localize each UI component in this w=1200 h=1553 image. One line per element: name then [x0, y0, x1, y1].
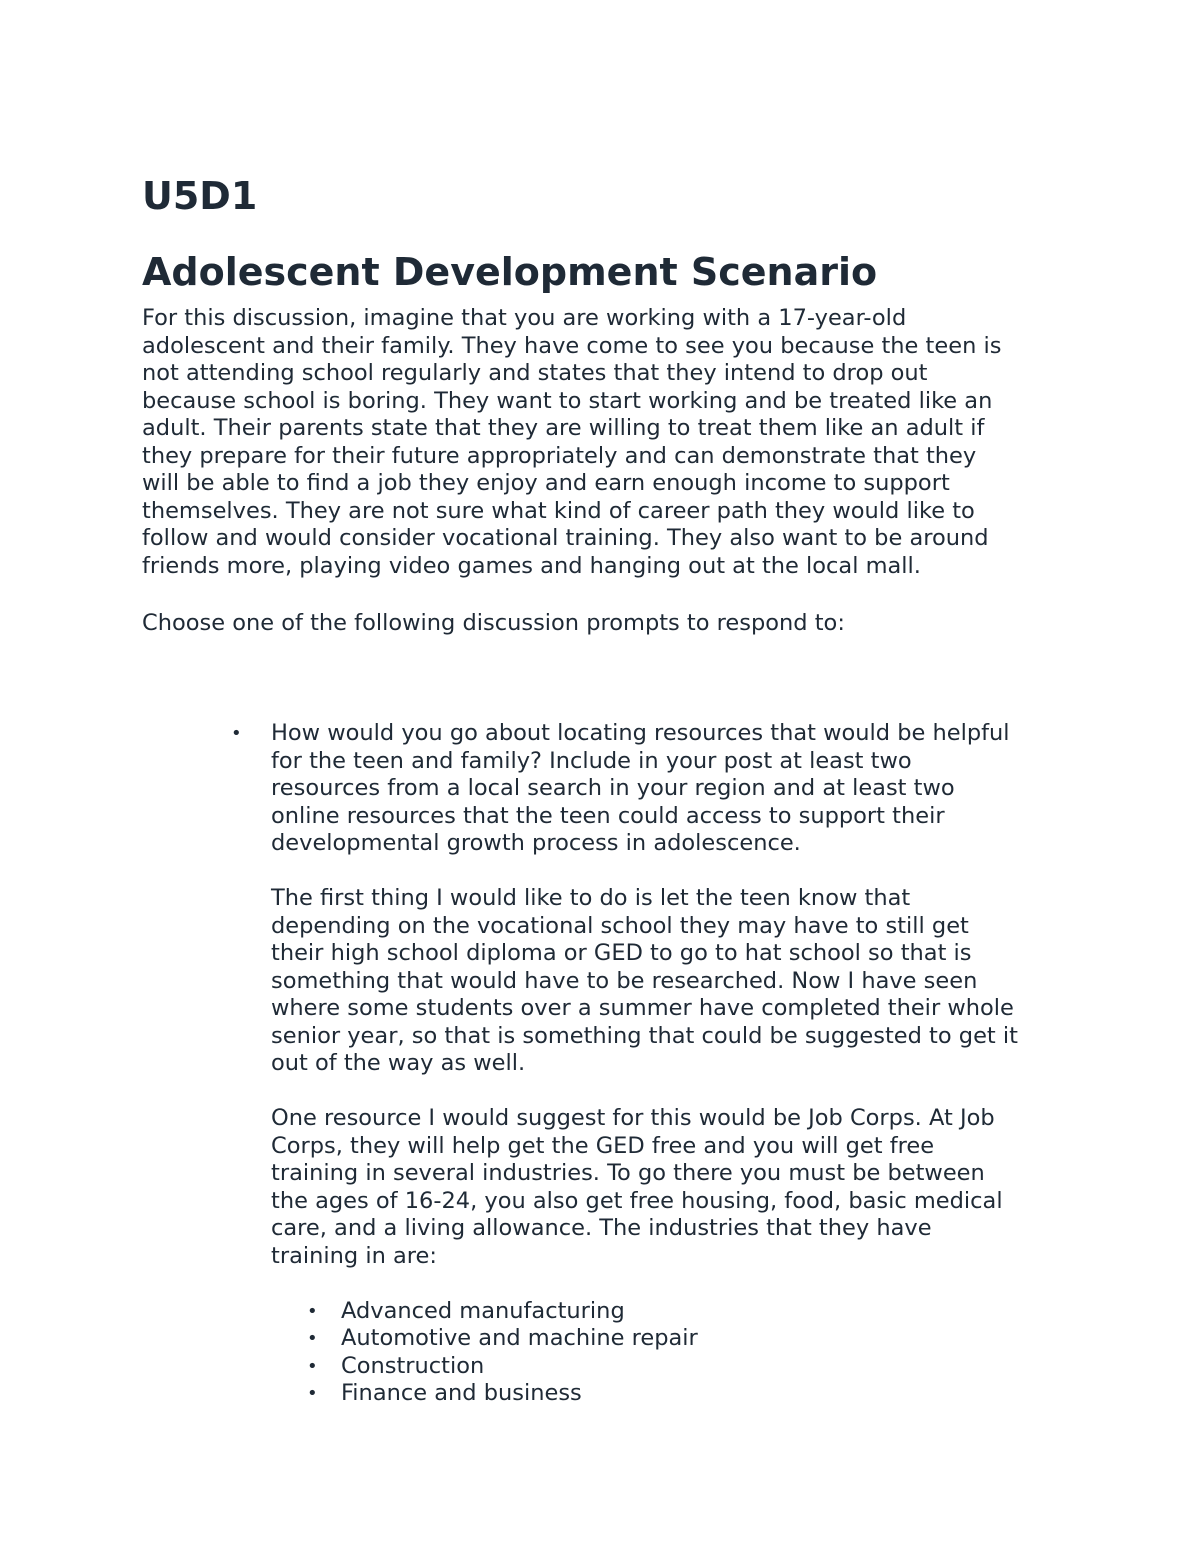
response-paragraph-1 — [271, 885, 1071, 1078]
paragraph-spacer — [271, 1078, 1071, 1106]
bullet-icon: • — [307, 1383, 318, 1404]
bullet-icon: • — [231, 723, 242, 744]
scenario-line: because school is boring. They want to start working and be treated like an — [142, 387, 993, 414]
scenario-line: follow and would consider vocational training. They also want to be around — [142, 525, 989, 551]
scenario-line: friends more, playing video games and hanging out at the local mall. — [142, 552, 921, 579]
response-line: training in several industries. To go there you must be between — [271, 1160, 985, 1186]
industry-item — [271, 1380, 1071, 1408]
prompt-line: online resources that the teen could access to support their — [271, 802, 945, 829]
prompt-line: How would you go about locating resources that would be helpful — [271, 720, 1010, 746]
industry-item — [271, 1353, 1071, 1381]
scenario-line: adolescent and their family. They have come to see you because the teen is — [142, 332, 1002, 359]
scenario-line: adult. Their parents state that they are willing to treat them like an adult if — [142, 415, 985, 441]
scenario-line: will be able to find a job they enjoy and earn enough income to support — [142, 470, 950, 496]
paragraph-spacer — [271, 858, 1071, 886]
response-line: their high school diploma or GED to go to hat school so that is — [271, 940, 972, 966]
scenario-line: they prepare for their future appropriately and can demonstrate that they — [142, 442, 977, 469]
document-code: U5D1 — [142, 174, 258, 218]
response-line: The first thing I would like to do is let the teen know that — [271, 885, 911, 911]
industry-item — [271, 1298, 1071, 1326]
industry-label: Finance and business — [341, 1380, 582, 1406]
bullet-icon: • — [307, 1328, 318, 1349]
paragraph-spacer — [271, 1270, 1071, 1298]
response-line: One resource I would suggest for this would be Job Corps. At Job — [271, 1105, 995, 1131]
scenario-paragraph — [142, 305, 1062, 580]
prompt-list-item — [231, 720, 1071, 1408]
industry-label: Construction — [341, 1352, 485, 1379]
scenario-line: For this discussion, imagine that you are working with a 17-year-old — [142, 305, 907, 331]
choose-prompt-text: Choose one of the following discussion prompts to respond to: — [142, 610, 845, 636]
response-line: depending on the vocational school they may have to still get — [271, 912, 969, 939]
response-line: something that would have to be researched. Now I have seen — [271, 967, 978, 994]
prompt-list — [231, 720, 1071, 1408]
response-line: the ages of 16-24, you also get free housing, food, basic medical — [271, 1187, 1003, 1214]
scenario-line: not attending school regularly and states that they intend to drop out — [142, 360, 928, 386]
response-paragraph-2 — [271, 1105, 1071, 1270]
prompt-line: resources from a local search in your region and at least two — [271, 775, 955, 801]
industry-label: Advanced manufacturing — [341, 1297, 625, 1324]
prompt-line: developmental growth process in adolescence. — [271, 830, 801, 856]
industries-list — [271, 1298, 1071, 1408]
prompt-question — [271, 720, 1071, 858]
response-line: out of the way as well. — [271, 1050, 526, 1076]
industry-label: Automotive and machine repair — [341, 1325, 698, 1351]
response-line: where some students over a summer have completed their whole — [271, 995, 1014, 1021]
response-line: senior year, so that is something that could be suggested to get it — [271, 1022, 1018, 1049]
scenario-line: themselves. They are not sure what kind of career path they would like to — [142, 497, 975, 524]
bullet-icon: • — [307, 1355, 318, 1377]
response-line: training in are: — [271, 1242, 437, 1269]
bullet-icon: • — [307, 1300, 318, 1322]
document-heading: Adolescent Development Scenario — [142, 250, 878, 294]
prompt-line: for the teen and family? Include in your post at least two — [271, 747, 912, 774]
industry-item — [271, 1325, 1071, 1353]
response-line: care, and a living allowance. The industries that they have — [271, 1215, 932, 1241]
response-line: Corps, they will help get the GED free and you will get free — [271, 1132, 935, 1159]
